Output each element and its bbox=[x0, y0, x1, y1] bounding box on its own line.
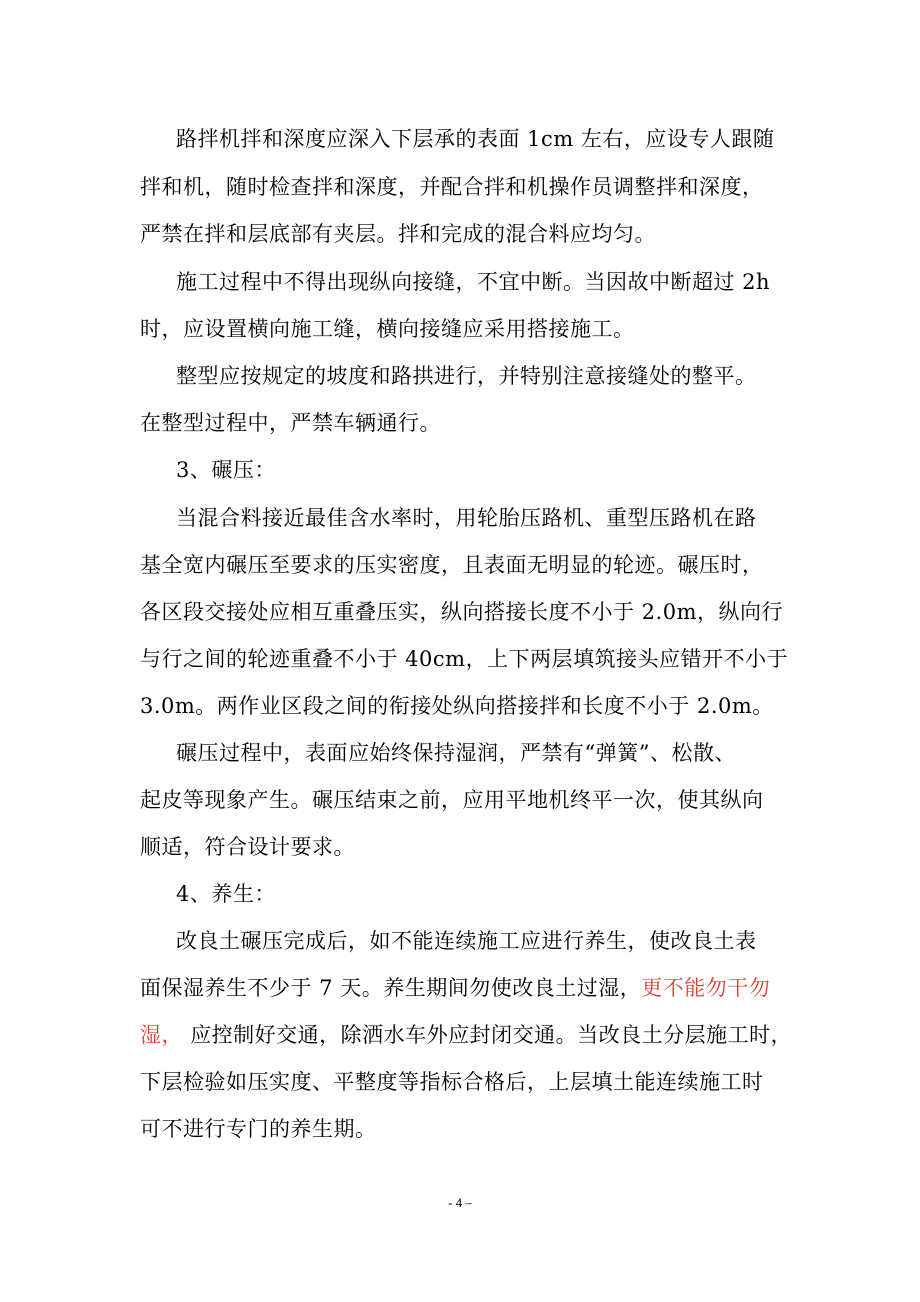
text-line: 顺适，符合设计要求。 bbox=[140, 835, 355, 859]
text-line: 各区段交接处应相互重叠压实，纵向搭接长度不小于 2.0m，纵向行 bbox=[140, 600, 783, 624]
text-line: 整型应按规定的坡度和路拱进行，并特别注意接缝处的整平。 bbox=[176, 364, 757, 388]
text-line: 施工过程中不得出现纵向接缝，不宜中断。当因故中断超过 2h bbox=[176, 270, 771, 294]
text-segment: 面保湿养生不少于 7 天。养生期间勿使改良土过湿， bbox=[140, 976, 642, 1000]
highlighted-text: 湿， bbox=[140, 1023, 183, 1047]
text-line: 基全宽内碾压至要求的压实密度，且表面无明显的轮迹。碾压时， bbox=[140, 553, 764, 577]
text-line: 拌和机，随时检查拌和深度，并配合拌和机操作员调整拌和深度， bbox=[140, 175, 764, 199]
section-heading: 4、养生： bbox=[176, 882, 276, 906]
text-line: 路拌机拌和深度应深入下层承的表面 1cm 左右，应设专人跟随 bbox=[176, 127, 775, 151]
section-heading: 3、碾压： bbox=[176, 458, 276, 482]
highlighted-text: 更不能勿干勿 bbox=[641, 976, 771, 1000]
page-number: - 4 – bbox=[448, 1195, 472, 1210]
text-line: 当混合料接近最佳含水率时，用轮胎压路机、重型压路机在路 bbox=[176, 506, 757, 530]
text-line: 严禁在拌和层底部有夹层。拌和完成的混合料应均匀。 bbox=[140, 222, 656, 246]
text-segment: 应控制好交通，除洒水车外应封闭交通。当改良土分层施工时， bbox=[190, 1023, 793, 1047]
text-line bbox=[140, 1020, 793, 1050]
text-line: 可不进行专门的养生期。 bbox=[140, 1117, 377, 1141]
text-line: 改良土碾压完成后，如不能连续施工应进行养生，使改良土表 bbox=[176, 929, 757, 953]
text-line: 3.0m。两作业区段之间的衔接处纵向搭接拌和长度不小于 2.0m。 bbox=[140, 694, 774, 718]
text-line: 碾压过程中，表面应始终保持湿润，严禁有“弹簧”、松散、 bbox=[176, 741, 736, 765]
text-line: 时，应设置横向施工缝，横向接缝应采用搭接施工。 bbox=[140, 317, 635, 341]
text-line: 与行之间的轮迹重叠不小于 40cm，上下两层填筑接头应错开不小于 bbox=[140, 647, 789, 671]
text-line: 起皮等现象产生。碾压结束之前，应用平地机终平一次，使其纵向 bbox=[140, 788, 764, 812]
text-line: 在整型过程中，严禁车辆通行。 bbox=[140, 411, 441, 435]
text-line bbox=[140, 973, 780, 1003]
text-line: 下层检验如压实度、平整度等指标合格后，上层填土能连续施工时 bbox=[140, 1070, 764, 1094]
